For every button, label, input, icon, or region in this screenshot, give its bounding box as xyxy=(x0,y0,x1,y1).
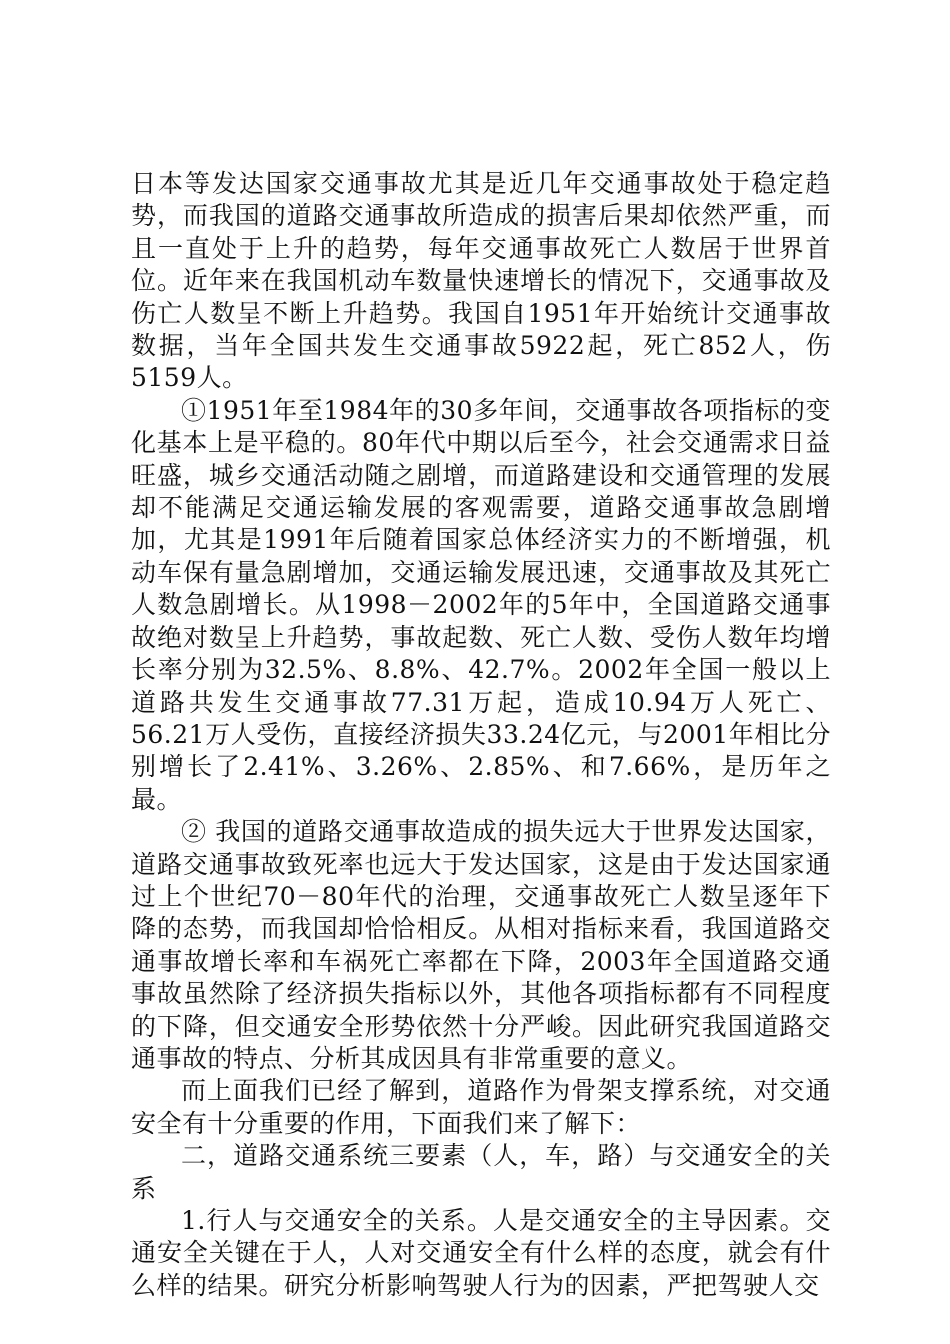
paragraph-point-2: ② 我国的道路交通事故造成的损失远大于世界发达国家，道路交通事故致死率也远大于发达国家，这是由于发达国家通过上个世纪70－80年代的治理，交通事故死亡人数呈逐年下降的态势，而我国却恰恰相反。从相对指标来看，我国道路交通事故增长率和车祸死亡率都在下降，2003年全国道路交通事故虽然除了经济损失指标以外，其他各项指标都有不同程度的下降，但交通安全形势依然十分严峻。因此研究我国道路交通事故的特点、分析其成因具有非常重要的意义。 xyxy=(131,817,831,1073)
paragraph-intro: 日本等发达国家交通事故尤其是近几年交通事故处于稳定趋势，而我国的道路交通事故所造成的损害后果却依然严重，而且一直处于上升的趋势，每年交通事故死亡人数居于世界首位。近年来在我国机动车数量快速增长的情况下，交通事故及伤亡人数呈不断上升趋势。我国自1951年开始统计交通事故数据，当年全国共发生交通事故5922起，死亡852人，伤5159人。 xyxy=(131,169,831,393)
paragraph-pedestrian: 1.行人与交通安全的关系。人是交通安全的主导因素。交通安全关键在于人，人对交通安全有什么样的态度，就会有什么样的结果。研究分析影响驾驶人行为的因素，严把驾驶人交 xyxy=(131,1206,831,1300)
section-heading: 二，道路交通系统三要素（人，车，路）与交通安全的关系 xyxy=(131,1141,831,1203)
paragraph-transition: 而上面我们已经了解到，道路作为骨架支撑系统，对交通安全有十分重要的作用，下面我们来了解下： xyxy=(131,1076,831,1138)
body-text xyxy=(131,168,831,1302)
paragraph-point-1: ①1951年至1984年的30多年间，交通事故各项指标的变化基本上是平稳的。80年代中期以后至今，社会交通需求日益旺盛，城乡交通活动随之剧增，而道路建设和交通管理的发展却不能满足交通运输发展的客观需要，道路交通事故急剧增加，尤其是1991年后随着国家总体经济实力的不断增强，机动车保有量急剧增加，交通运输发展迅速，交通事故及其死亡人数急剧增长。从1998－2002年的5年中，全国道路交通事故绝对数呈上升趋势，事故起数、死亡人数、受伤人数年均增长率分别为32.5%、8.8%、42.7%。2002年全国一般以上道路共发生交通事故77.31万起，造成10.94万人死亡、56.21万人受伤，直接经济损失33.24亿元，与2001年相比分别增长了2.41%、3.26%、2.85%、和7.66%，是历年之最。 xyxy=(131,395,831,814)
